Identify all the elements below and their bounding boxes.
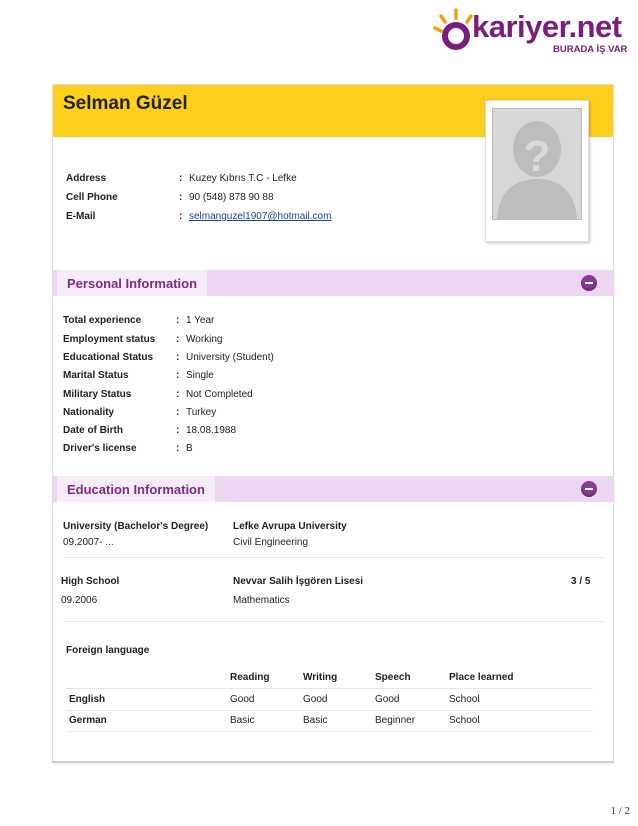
cell-phone-label: Cell Phone: [66, 192, 118, 203]
language-place: School: [449, 715, 480, 726]
colon: :: [176, 334, 180, 345]
logo-sun-icon: [432, 6, 476, 58]
email-link[interactable]: selmanguzel1907@hotmail.com: [189, 211, 332, 222]
language-writing: Good: [303, 694, 328, 705]
language-speech: Beginner: [375, 715, 416, 726]
education-field: Civil Engineering: [233, 537, 309, 548]
cell-phone-value: 90 (548) 878 90 88: [189, 192, 274, 203]
language-place: School: [449, 694, 480, 705]
avatar-placeholder-icon: [493, 109, 581, 219]
divider: [66, 688, 593, 689]
colon: :: [176, 352, 180, 363]
drivers-license-label: Driver's license: [63, 443, 137, 454]
education-field: Mathematics: [233, 595, 290, 606]
email-label: E-Mail: [66, 211, 96, 222]
employment-status-value: Working: [186, 334, 223, 345]
total-experience-label: Total experience: [63, 315, 142, 326]
education-date: 09.2006: [61, 595, 98, 606]
date-of-birth-label: Date of Birth: [63, 425, 123, 436]
language-reading: Good: [230, 694, 255, 705]
education-grade: 3 / 5: [571, 576, 591, 587]
education-information-title: Education Information: [67, 482, 205, 497]
education-school: Lefke Avrupa University: [233, 521, 347, 532]
military-status-value: Not Completed: [186, 389, 253, 400]
colon: :: [176, 425, 180, 436]
language-reading: Basic: [230, 715, 255, 726]
kariyer-logo[interactable]: [432, 6, 632, 58]
education-date: 09.2007- ...: [63, 537, 114, 548]
drivers-license-value: B: [186, 443, 193, 454]
education-level: High School: [61, 576, 120, 587]
personal-information-header: [53, 270, 613, 296]
colon: :: [176, 389, 180, 400]
language-name: German: [69, 715, 107, 726]
header-place-learned: Place learned: [449, 672, 514, 683]
divider: [63, 621, 603, 622]
divider: [66, 731, 593, 732]
education-school: Nevvar Salih İşgören Lisesi: [233, 576, 364, 587]
colon: :: [179, 173, 183, 184]
divider: [66, 710, 593, 711]
collapse-personal-icon[interactable]: [581, 275, 597, 291]
nationality-value: Turkey: [186, 407, 217, 418]
address-value: Kuzey Kıbrıs T.C - Lefke: [189, 173, 297, 184]
colon: :: [179, 192, 183, 203]
language-speech: Good: [375, 694, 400, 705]
logo-wordmark: kariyer.net: [472, 9, 622, 44]
profile-photo-frame: [485, 100, 589, 242]
personal-information-tab: [57, 270, 207, 296]
header-reading: Reading: [230, 672, 270, 683]
military-status-label: Military Status: [63, 389, 132, 400]
logo-tagline: BURADA İŞ VAR: [553, 44, 628, 55]
foreign-language-title: Foreign language: [66, 645, 150, 656]
employment-status-label: Employment status: [63, 334, 156, 345]
address-label: Address: [66, 173, 107, 184]
educational-status-label: Educational Status: [63, 352, 154, 363]
education-information-tab: [57, 476, 215, 502]
educational-status-value: University (Student): [186, 352, 274, 363]
avatar-question-mark: ?: [523, 132, 551, 181]
header-writing: Writing: [303, 672, 338, 683]
colon: :: [176, 370, 180, 381]
collapse-education-icon[interactable]: [581, 481, 597, 497]
colon: :: [176, 315, 180, 326]
education-level: University (Bachelor's Degree): [63, 521, 209, 532]
nationality-label: Nationality: [63, 407, 115, 418]
total-experience-value: 1 Year: [186, 315, 215, 326]
colon: :: [176, 443, 180, 454]
resume-card: [52, 84, 614, 763]
language-writing: Basic: [303, 715, 328, 726]
education-information-header: [53, 476, 613, 502]
colon: :: [179, 211, 183, 222]
divider: [63, 557, 603, 558]
personal-information-title: Personal Information: [67, 276, 198, 291]
date-of-birth-value: 18.08.1988: [186, 425, 237, 436]
page-number: 1 / 2: [610, 805, 630, 817]
header-speech: Speech: [375, 672, 411, 683]
language-name: English: [69, 694, 106, 705]
avatar: [492, 108, 582, 220]
marital-status-label: Marital Status: [63, 370, 129, 381]
colon: :: [176, 407, 180, 418]
candidate-name: Selman Güzel: [63, 93, 188, 114]
marital-status-value: Single: [186, 370, 214, 381]
